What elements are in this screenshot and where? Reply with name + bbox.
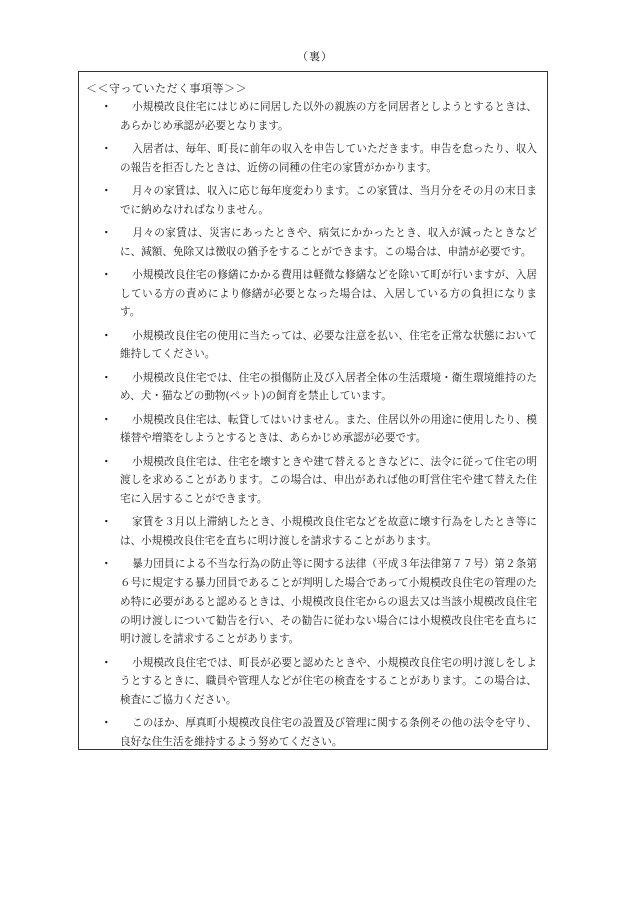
rule-text: 月々の家賃は、収入に応じ毎年度変わります。この家賃は、当月分をその月の末日までに納めなければなりません。 (120, 185, 537, 216)
rule-text: このほか、厚真町小規模改良住宅の設置及び管理に関する条例その他の法令を守り、良好な住生活を維持するよう努めてください。 (120, 717, 537, 748)
rule-item (86, 555, 537, 649)
rule-text: 入居者は、毎年、町長に前年の収入を申告していただきます。申告を怠ったり、収入の報告を拒否したときは、近傍の同種の住宅の家賃がかかります。 (120, 143, 537, 174)
rule-text: 小規模改良住宅は、転貸してはいけません。また、住居以外の用途に使用したり、模様替や増築をしようとするときは、あらかじめ承認が必要です。 (120, 413, 537, 445)
rule-item (86, 714, 537, 751)
bullet-icon: ・ (101, 558, 112, 571)
rule-text: 小規模改良住宅では、住宅の損傷防止及び入居者全体の生活環境・衛生環境維持のため、犬・猫などの動物(ペット)の飼育を禁止しています。 (120, 371, 537, 403)
rule-item (86, 140, 537, 177)
rule-item (86, 224, 537, 261)
rule-item (86, 513, 537, 550)
rule-text: 小規模改良住宅では、町長が必要と認めたときや、小規模改良住宅の明け渡しをしようとするときに、職員や管理人などが住宅の検査をすることがあります。この場合は、検査にご協力ください。 (120, 656, 537, 706)
bullet-icon: ・ (101, 227, 112, 239)
bullet-icon: ・ (101, 329, 112, 342)
rule-list (86, 98, 537, 752)
page-side-label: （裏） (297, 50, 333, 63)
bullet-icon: ・ (101, 516, 112, 529)
bullet-icon: ・ (101, 185, 112, 197)
bullet-icon: ・ (101, 717, 112, 730)
bullet-icon: ・ (101, 371, 112, 384)
rule-item (86, 453, 537, 509)
rule-text: 小規模改良住宅にはじめに同居した以外の親族の方を同居者としようとするときは、あらかじめ承認が必要となります。 (120, 101, 537, 132)
rule-text: 小規模改良住宅の使用に当たっては、必要な注意を払い、住宅を正常な状態において維持してください。 (120, 329, 537, 361)
rule-item (86, 98, 537, 135)
rule-item (86, 369, 537, 406)
rule-item (86, 327, 537, 364)
rule-item (86, 411, 537, 448)
notice-box (78, 71, 548, 750)
rule-text: 小規模改良住宅は、住宅を壊すときや建て替えるときなどに、法令に従って住宅の明渡しを求めることがあります。この場合は、申出があれば他の町営住宅や建て替えた住宅に入居することができます。 (120, 455, 537, 506)
rule-text: 家賃を３月以上滞納したとき、小規模改良住宅などを故意に壊す行為をしたとき等には、小規模改良住宅を直ちに明け渡しを請求することがあります。 (120, 516, 537, 548)
bullet-icon: ・ (101, 656, 112, 669)
notice-heading: ＜＜守っていただく事項等＞＞ (86, 82, 247, 95)
rule-text: 暴力団員による不当な行為の防止等に関する法律（平成３年法律第７７号）第２条第６号に規定する暴力団員であることが判明した場合であって小規模改良住宅の管理のため特に必要があると認めるときは、小規模改良住宅からの退去又は当該小規模改良住宅の明け渡しについて勧告を行い、その勧告に従わない場合には小規模改良住宅を直ちに明け渡しを請求することがあります。 (120, 558, 537, 646)
bullet-icon: ・ (101, 413, 112, 426)
bullet-icon: ・ (101, 101, 112, 113)
rule-item (86, 182, 537, 219)
rule-item (86, 266, 537, 322)
bullet-icon: ・ (101, 143, 112, 155)
rule-text: 小規模改良住宅の修繕にかかる費用は軽微な修繕などを除いて町が行いますが、入居している方の責めにより修繕が必要となった場合は、入居している方の負担になります。 (120, 269, 537, 319)
bullet-icon: ・ (101, 269, 112, 281)
bullet-icon: ・ (101, 455, 112, 468)
rule-item (86, 654, 537, 710)
rule-text: 月々の家賃は、災害にあったときや、病気にかかったとき、収入が減ったときなどに、減額、免除又は徴収の猶予をすることができます。この場合は、申請が必要です。 (120, 227, 537, 258)
